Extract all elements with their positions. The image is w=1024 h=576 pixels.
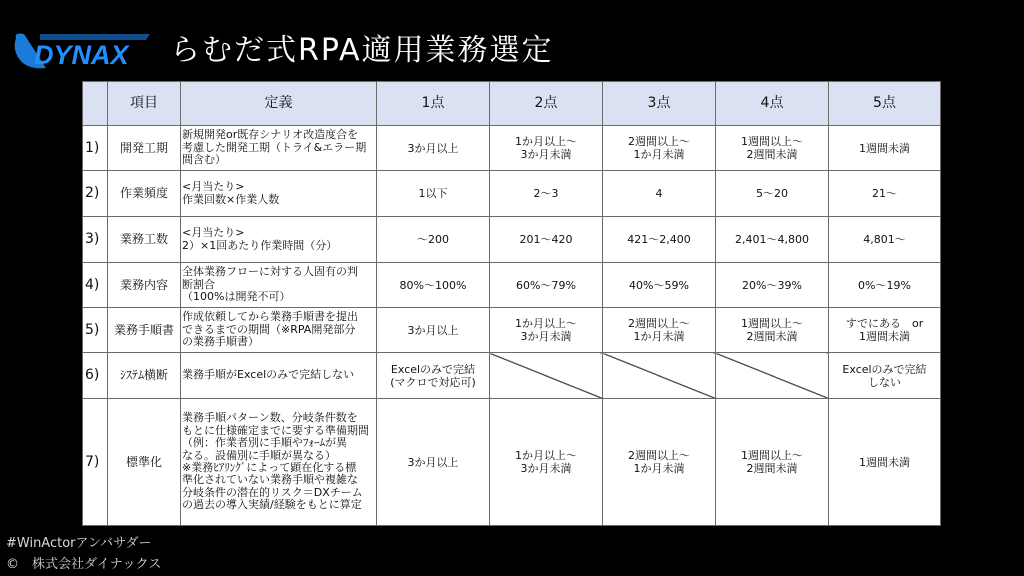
row-number: 5) (83, 308, 108, 353)
score-line: 1か月以上～ (515, 449, 577, 462)
definition-line: 業務手順がExcelのみで完結しない (182, 368, 355, 382)
score-line: 2週間以上～ (628, 317, 690, 330)
score-cell: 21～ (829, 171, 941, 217)
table-row (83, 126, 941, 171)
score-cell (716, 399, 829, 526)
score-cell: 4 (603, 171, 716, 217)
score-line: 3か月未満 (520, 462, 572, 475)
copyright-notice: © 株式会社ダイナックス (6, 557, 162, 572)
row-item: 業務手順書 (108, 308, 181, 353)
score-cell: 1以下 (377, 171, 490, 217)
score-line: 3か月以上 (407, 323, 459, 337)
definition-line: 作成依頼してから業務手順書を提出 (182, 310, 358, 324)
row-item: 業務工数 (108, 217, 181, 263)
definition-line: <月当たり> (182, 226, 245, 240)
score-cell (829, 353, 941, 399)
header-item: 項目 (108, 82, 181, 126)
dynax-logo (10, 28, 160, 74)
row-item: 標準化 (108, 399, 181, 526)
row-number: 3) (83, 217, 108, 263)
score-cell (603, 399, 716, 526)
definition-line: <月当たり> (182, 180, 245, 194)
score-cell: 60%～79% (490, 263, 603, 308)
score-line: 2週間未満 (746, 330, 798, 343)
score-line: Excelのみで完結 (390, 362, 476, 376)
score-line: 1か月以上～ (515, 317, 577, 330)
score-cell (377, 353, 490, 399)
definition-line: もとに仕様確定までに要する準備期間 (182, 423, 369, 437)
row-definition (181, 263, 377, 308)
not-applicable-cell (603, 353, 716, 399)
row-item: 作業頻度 (108, 171, 181, 217)
score-line: 1週間以上～ (741, 135, 803, 148)
table-row (83, 263, 941, 308)
score-cell: ～200 (377, 217, 490, 263)
score-cell (490, 399, 603, 526)
row-item: ｼｽﾃﾑ横断 (108, 353, 181, 399)
definition-line: （例：作業者別に手順やﾌｫｰﾑが異 (182, 436, 347, 450)
score-line: Excelのみで完結 (842, 362, 927, 376)
score-cell (829, 399, 941, 526)
score-line: すでにある or (845, 317, 924, 330)
score-line: (マクロで対応可) (390, 375, 476, 389)
definition-line: 考慮した開発工期（トライ&エラー期 (182, 140, 367, 154)
row-definition (181, 217, 377, 263)
score-cell: 421～2,400 (603, 217, 716, 263)
score-line: 2週間未満 (746, 462, 798, 475)
score-line: 1か月以上～ (515, 135, 577, 148)
definition-line: 準化されていない業務手順や複雑な (182, 473, 358, 487)
score-line: 1か月未満 (633, 462, 685, 475)
definition-line: 作業回数×作業人数 (182, 192, 280, 206)
header-score-1: 1点 (377, 82, 490, 126)
ambassador-hashtag: #WinActorアンバサダー (6, 536, 152, 551)
score-line: 2週間以上～ (628, 449, 690, 462)
score-cell: 201～420 (490, 217, 603, 263)
score-line: 3か月未満 (520, 148, 572, 161)
score-cell (829, 308, 941, 353)
score-cell (490, 308, 603, 353)
score-line: 3か月未満 (520, 330, 572, 343)
table-row (83, 217, 941, 263)
definition-line: 全体業務フローに対する人固有の判 (182, 265, 358, 279)
score-line: 1週間以上～ (741, 317, 803, 330)
score-line: 2週間以上～ (628, 135, 690, 148)
dynax-logo-mark (10, 28, 160, 74)
header-score-4: 4点 (716, 82, 829, 126)
row-definition (181, 126, 377, 171)
definition-line: 新規開発or既存シナリオ改造度合を (182, 128, 359, 142)
score-cell (716, 126, 829, 171)
row-item: 開発工期 (108, 126, 181, 171)
page-title: らむだ式RPA適用業務選定 (170, 33, 554, 68)
score-line: 1週間未満 (859, 141, 910, 155)
row-number: 2) (83, 171, 108, 217)
header-score-3: 3点 (603, 82, 716, 126)
header-score-5: 5点 (829, 82, 941, 126)
table-row (83, 308, 941, 353)
row-item: 業務内容 (108, 263, 181, 308)
selection-criteria-table (82, 81, 941, 526)
score-cell (603, 126, 716, 171)
definition-line: 間含む） (182, 153, 226, 167)
row-definition (181, 171, 377, 217)
score-line: しない (868, 375, 901, 389)
score-line: 1週間未満 (859, 455, 910, 469)
score-line: 3か月以上 (407, 455, 459, 469)
definition-line: 業務手順パターン数、分岐条件数を (182, 411, 358, 425)
score-line: 1か月未満 (633, 330, 685, 343)
score-line: 1週間未満 (859, 330, 910, 343)
definition-line: 断割合 (182, 277, 215, 291)
header-definition: 定義 (181, 82, 377, 126)
definition-line: 分岐条件の潜在的リスク＝DXチーム (182, 485, 363, 499)
row-number: 6) (83, 353, 108, 399)
row-number: 7) (83, 399, 108, 526)
score-cell: 5～20 (716, 171, 829, 217)
score-cell (829, 126, 941, 171)
score-line: 2週間未満 (746, 148, 798, 161)
definition-line: の業務手順書） (182, 335, 259, 349)
score-line: 3か月以上 (407, 141, 459, 155)
table-header-row (83, 82, 941, 126)
header-score-2: 2点 (490, 82, 603, 126)
score-line: 1か月未満 (633, 148, 685, 161)
row-definition (181, 308, 377, 353)
score-line: 1週間以上～ (741, 449, 803, 462)
table-row (83, 399, 941, 526)
definition-line: 2）×1回あたり作業時間（分） (182, 238, 338, 252)
definition-line: （100%は開発不可） (182, 290, 291, 304)
score-cell: 4,801～ (829, 217, 941, 263)
score-cell (716, 308, 829, 353)
score-cell: 20%～39% (716, 263, 829, 308)
score-cell (603, 308, 716, 353)
row-number: 4) (83, 263, 108, 308)
score-cell (490, 126, 603, 171)
definition-line: ※業務ﾋｱﾘﾝｸﾞによって顕在化する標 (182, 461, 357, 474)
score-cell (377, 399, 490, 526)
definition-line: の過去の導入実績/経験をもとに算定 (182, 498, 362, 512)
row-definition (181, 353, 377, 399)
score-cell: 2～3 (490, 171, 603, 217)
score-cell: 40%～59% (603, 263, 716, 308)
table-row (83, 171, 941, 217)
score-cell: 0%～19% (829, 263, 941, 308)
logo-text: DYNAX (34, 40, 129, 70)
row-number: 1) (83, 126, 108, 171)
score-cell: 80%～100% (377, 263, 490, 308)
not-applicable-cell (490, 353, 603, 399)
header-num (83, 82, 108, 126)
not-applicable-cell (716, 353, 829, 399)
score-cell: 2,401～4,800 (716, 217, 829, 263)
score-cell (377, 308, 490, 353)
definition-line: なる。設備別に手順が異なる） (182, 448, 336, 462)
definition-line: できるまでの期間（※RPA開発部分 (182, 322, 356, 336)
row-definition (181, 399, 377, 526)
score-cell (377, 126, 490, 171)
table-row (83, 353, 941, 399)
